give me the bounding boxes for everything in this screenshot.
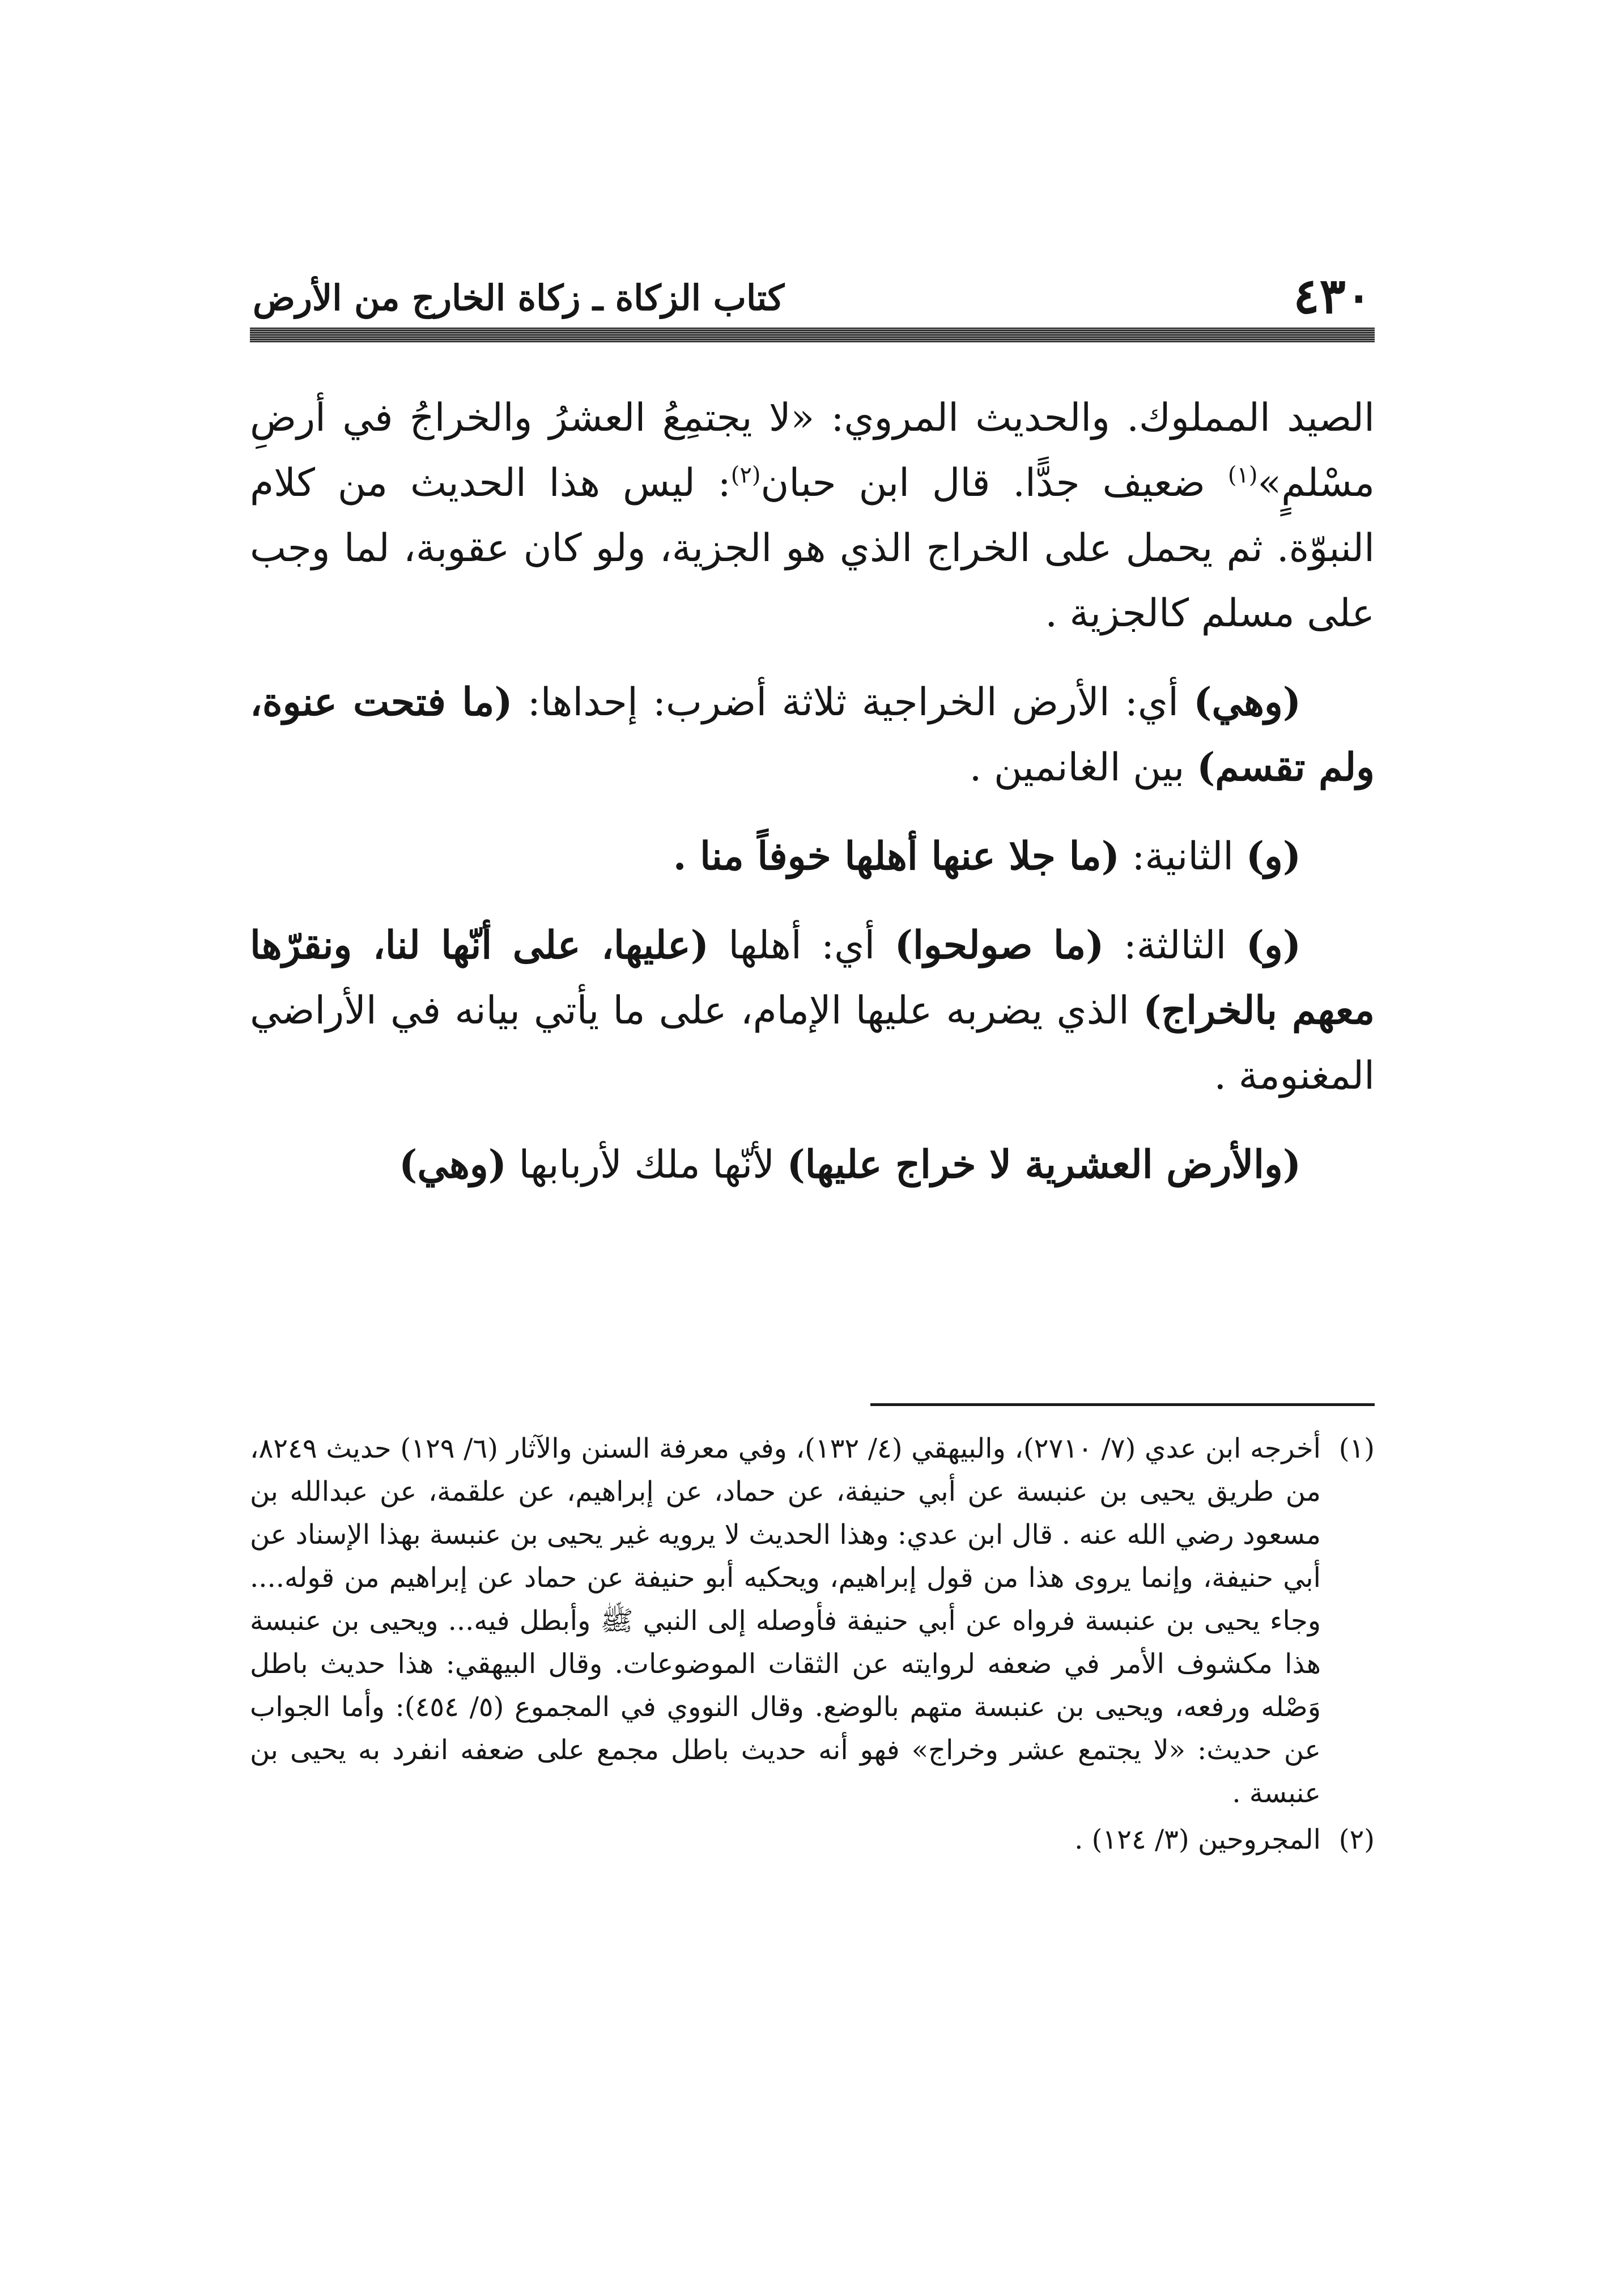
paragraph-2-bold-a: (وهي) [1193,680,1302,725]
paragraph-1-text-b: ضعيف جدًّا. قال ابن حبان [760,461,1228,506]
paragraph-3-bold-a: (و) [1245,834,1301,879]
paragraph-3-text-a: الثانية: [1119,834,1246,879]
footnotes [250,1427,1375,1865]
header-rule [250,328,1375,342]
paragraph-4-bold-b: (ما صولحوا) [894,923,1104,968]
footnote-1 [250,1427,1375,1815]
paragraph-1-text-a: الصيد المملوك. والحديث المروي: «لا يجتمِعُ العشرُ والخراجُ في أرضِ مسْلمٍ» [250,396,1375,506]
footnote-ref-2: (٢) [730,462,761,489]
main-text [250,385,1375,1221]
footnote-number: (١) [1338,1433,1375,1464]
footnote-2 [250,1818,1375,1861]
paragraph-1-text-c: : ليس هذا الحديث من كلام النبوّة. ثم يحمل على الخراج الذي هو الجزية، ولو كان عقوبة، لما وجب على مسلم كالجزية . [250,461,1375,636]
footnote-ref-1: (١) [1227,462,1258,489]
paragraph-4-text-b: أي: أهلها [708,923,895,968]
paragraph-5 [250,1132,1375,1198]
footnote-text: أخرجه ابن عدي (٧/ ٢٧١٠)، والبيهقي (٤/ ١٣٢)، وفي معرفة السنن والآثار (٦/ ١٢٩) حديث ٨٢٤٩، من طريق يحيى بن عنبسة عن أبي حنيفة، عن حماد، عن إبراهيم، عن علقمة، عن عبدالله بن مسعود رضي الله عنه . قال ابن عدي: وهذا الحديث لا يرويه غير يحيى بن عنبسة بهذا الإسناد عن أبي حنيفة، وإنما يروى هذا من قول إبراهيم، ويحكيه أبو حنيفة عن حماد عن إبراهيم من قوله.... وجاء يحيى بن عنبسة فرواه عن أبي حنيفة فأوصله إلى النبي ﷺ وأبطل فيه... ويحيى بن عنبسة هذا مكشوف الأمر في ضعفه لروايته عن الثقات الموضوعات. وقال البيهقي: هذا حديث باطل وَصْله ورفعه، ويحيى بن عنبسة متهم بالوضع. وقال النووي في المجموع (٥/ ٤٥٤): وأما الجواب عن حديث: «لا يجتمع عشر وخراج» فهو أنه حديث باطل مجمع على ضعفه انفرد به يحيى بن عنبسة . [250,1433,1321,1809]
page-number: ٤٣٠ [1293,267,1372,325]
paragraph-3 [250,824,1375,889]
paragraph-4-bold-a: (و) [1245,923,1302,968]
running-title: كتاب الزكاة ـ زكاة الخارج من الأرض [253,277,785,319]
paragraph-2 [250,670,1375,800]
paragraph-4 [250,913,1375,1109]
footnote-separator [870,1403,1375,1406]
paragraph-2-text-b: بين الغانمين . [969,745,1197,790]
paragraph-5-bold-a: (والأرض العشرية لا خراج عليها) [787,1142,1301,1187]
running-header [253,265,1372,328]
paragraph-1 [250,385,1375,646]
paragraph-2-text-a: أي: الأرض الخراجية ثلاثة أضرب: إحداها: [512,680,1194,725]
paragraph-4-bold-c: (عليها، على أنّها لنا، ونقرّها معهم بالخراج) [250,923,1375,1033]
paragraph-2-bold-b: (ما فتحت عنوة، ولم تقسم) [250,680,1375,790]
paragraph-3-bold-b: (ما جلا عنها أهلها خوفاً منا . [673,834,1120,879]
footnote-text: المجروحين (٣/ ١٢٤) . [1074,1824,1321,1855]
paragraph-5-text-a: لأنّها ملك لأربابها [506,1143,787,1187]
paragraph-4-text-c: الذي يضربه عليها الإمام، على ما يأتي بيانه في الأراضي المغنومة . [250,988,1375,1098]
paragraph-4-text-a: الثالثة: [1104,923,1246,968]
paragraph-5-bold-b: (وهي) [399,1142,507,1187]
footnote-number: (٢) [1338,1824,1375,1855]
